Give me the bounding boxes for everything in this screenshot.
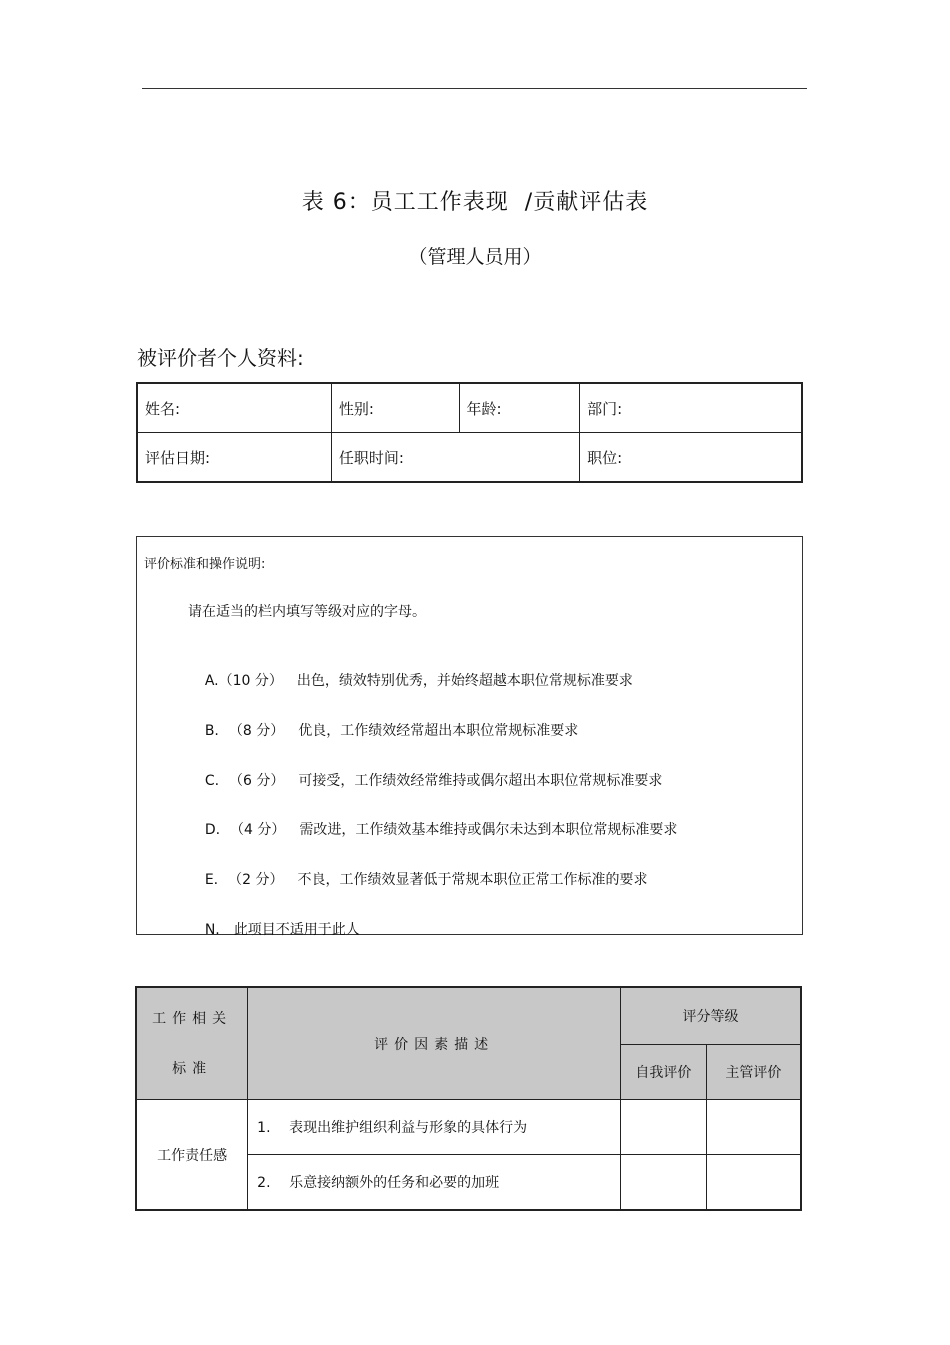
self-eval-cell[interactable] <box>621 1155 707 1211</box>
grade-row-a <box>187 654 633 706</box>
grade-row-e <box>187 853 647 905</box>
position-field[interactable]: 职位: <box>580 433 802 483</box>
grade-letter: E. <box>204 872 219 888</box>
grade-desc: 需改进，工作绩效基本维持或偶尔未达到本职位常规标准要求 <box>299 822 678 838</box>
standard-header <box>136 987 248 1100</box>
grade-letter: A. <box>204 673 219 689</box>
grade-score: （10 分） <box>218 673 283 689</box>
grade-row-c <box>187 754 662 806</box>
self-eval-cell[interactable] <box>621 1100 707 1155</box>
header-rule <box>142 88 807 89</box>
grade-desc: 出色，绩效特别优秀，并始终超越本职位常规标准要求 <box>296 673 633 689</box>
grade-letter: D. <box>204 822 221 838</box>
instructions-intro: 请在适当的栏内填写等级对应的字母。 <box>188 604 426 620</box>
factor-text: 乐意接纳额外的任务和必要的加班 <box>289 1175 500 1191</box>
age-field[interactable]: 年龄: <box>459 383 580 433</box>
factor-number: 1. <box>257 1120 271 1136</box>
personal-section-label: 被评价者个人资料: <box>137 346 304 370</box>
grade-header: 评分等级 <box>621 987 802 1045</box>
factor-item <box>248 1155 621 1211</box>
title-prefix: 表 6：员工工作表现 <box>301 190 509 215</box>
factor-item <box>248 1100 621 1155</box>
grade-score: （4 分） <box>230 822 286 838</box>
factor-header: 评价因素描述 <box>248 987 621 1100</box>
category-responsibility: 工作责任感 <box>136 1100 248 1211</box>
grade-desc: 可接受，工作绩效经常维持或偶尔超出本职位常规标准要求 <box>298 773 663 789</box>
grade-row-d <box>187 803 677 855</box>
gender-field[interactable]: 性别: <box>331 383 459 433</box>
grade-row-n <box>187 903 360 955</box>
standard-header-line1: 工作相关 <box>152 1010 233 1027</box>
grade-score: （8 分） <box>228 723 285 739</box>
supervisor-eval-header: 主管评价 <box>706 1045 801 1100</box>
page-title <box>0 185 950 216</box>
eval-date-field[interactable]: 评估日期: <box>137 433 331 483</box>
grade-letter: N. <box>204 922 220 938</box>
grade-score: （6 分） <box>229 773 285 789</box>
title-suffix: /贡献评估表 <box>524 190 649 215</box>
factor-text: 表现出维护组织利益与形象的具体行为 <box>289 1120 528 1136</box>
grade-desc: 此项目不适用于此人 <box>233 922 360 938</box>
supervisor-eval-cell[interactable] <box>706 1100 801 1155</box>
name-field[interactable]: 姓名: <box>137 383 331 433</box>
grade-letter: C. <box>204 773 220 789</box>
self-eval-header: 自我评价 <box>621 1045 707 1100</box>
instructions-box <box>136 536 803 938</box>
grade-score: （2 分） <box>228 872 284 888</box>
tenure-field[interactable]: 任职时间: <box>331 433 579 483</box>
instructions-heading: 评价标准和操作说明: <box>144 557 266 572</box>
grade-desc: 不良，工作绩效显著低于常规本职位正常工作标准的要求 <box>297 872 648 888</box>
grade-desc: 优良，工作绩效经常超出本职位常规标准要求 <box>298 723 579 739</box>
page-subtitle: （管理人员用） <box>408 246 542 268</box>
department-field[interactable]: 部门: <box>580 383 802 433</box>
supervisor-eval-cell[interactable] <box>706 1155 801 1211</box>
grade-row-b <box>187 704 578 756</box>
factor-number: 2. <box>257 1175 271 1191</box>
evaluation-table <box>135 986 802 1211</box>
grade-letter: B. <box>204 723 219 739</box>
personal-info-table <box>136 382 803 483</box>
standard-header-line2: 标准 <box>172 1060 213 1077</box>
